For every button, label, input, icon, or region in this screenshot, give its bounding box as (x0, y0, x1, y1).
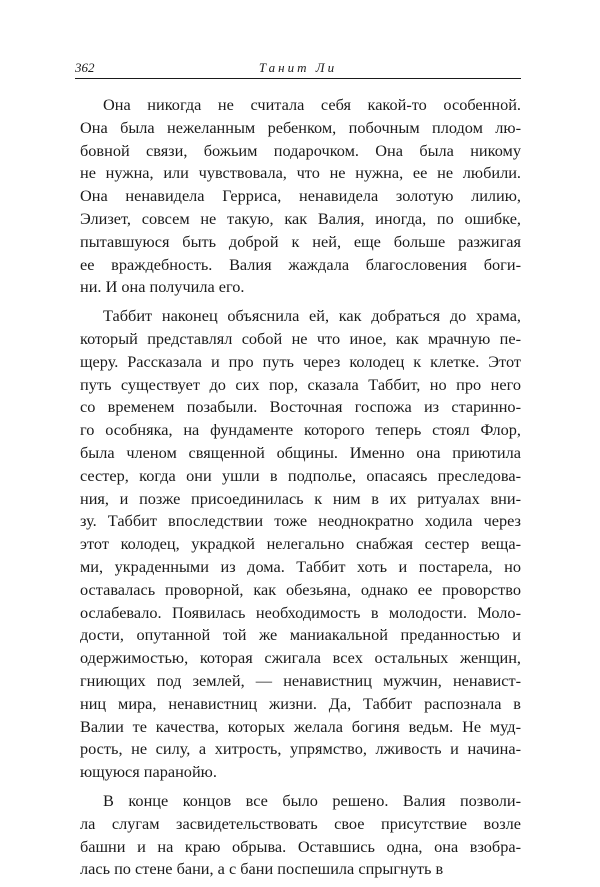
paragraph (80, 790, 521, 881)
text-line: Валии те качества, которых желала богиня ведьм. Не муд- (80, 716, 521, 736)
text-line: была членом священной общины. Именно она приютила (80, 442, 521, 462)
text-line: зу. Таббит впоследствии тоже неоднократно ходила через (80, 511, 521, 531)
text-line: оставалась проворной, как обезьяна, однако ее проворство (80, 579, 521, 599)
text-line: не нужна, или чувствовала, что не нужна, ее не любили. (80, 163, 521, 183)
text-line: ниц мира, ненавистниц жизни. Да, Таббит распознала в (80, 693, 521, 713)
text-line: ослабевало. Появилась необходимость в молодости. Моло- (80, 602, 521, 622)
text-line: одержимостью, которая сжигала всех остальных женщин, (80, 648, 521, 668)
text-line: гниющих под землей, — ненавистниц мужчин, ненавист- (80, 670, 521, 690)
running-head (75, 60, 521, 80)
text-line: ни. И она получила его. (80, 277, 245, 297)
text-line: Она была нежеланным ребенком, побочным плодом лю- (80, 117, 521, 137)
text-line: ла слугам засвидетельствовать свое присутствие возле (80, 813, 521, 833)
text-line: рость, не силу, а хитрость, упрямство, лживость и начина- (80, 739, 521, 759)
text-line: го особняка, на фундаменте которого теперь стоял Флор, (80, 420, 521, 440)
text-line: ющуюся паранойю. (80, 762, 217, 782)
text-line: дости, опутанной той же маниакальной преданностью и (80, 625, 521, 645)
text-line: Таббит наконец объяснила ей, как добраться до храма, (103, 306, 521, 326)
text-line: бовной связи, божьим подарочком. Она была никому (80, 140, 521, 160)
text-line: башни и на краю обрыва. Оставшись одна, она взобра- (80, 836, 521, 856)
header-rule (75, 78, 521, 79)
paragraph (80, 305, 521, 784)
text-line: лась по стене бани, а с бани поспешила спрыгнуть в (80, 859, 444, 879)
text-line: сестер, когда они ушли в подполье, опасаясь преследова- (80, 465, 521, 485)
running-title: Танит Ли (258, 60, 338, 75)
text-line: Она ненавидела Герриса, ненавидела золотую лилию, (80, 186, 521, 206)
text-line: ния, и позже присоединилась к ним в их ритуалах вни- (80, 488, 521, 508)
text-line: путь существует до сих пор, сказала Таббит, но про него (80, 374, 521, 394)
body-text (80, 94, 521, 887)
text-line: Она никогда не считала себя какой-то особенной. (103, 95, 521, 114)
text-line: со временем позабыли. Восточная госпожа из старинно- (80, 397, 521, 417)
text-line: В конце концов все было решено. Валия позволи- (103, 790, 521, 810)
text-line: ми, украденными из дома. Таббит хоть и постарела, но (80, 556, 521, 576)
text-line: который представлял собой не что иное, как мрачную пе- (80, 328, 521, 348)
paragraph (80, 94, 521, 299)
text-line: щеру. Рассказала и про путь через колодец к клетке. Этот (80, 351, 521, 371)
text-line: Элизет, совсем не такую, как Валия, иногда, по ошибке, (80, 208, 521, 228)
text-line: ее враждебность. Валия жаждала благословения боги- (80, 254, 521, 274)
text-line: пытавшуюся быть доброй к ней, еще больше разжигая (80, 231, 521, 251)
page-number: 362 (75, 60, 95, 75)
text-line: этот колодец, украдкой нелегально снабжая сестер веща- (80, 534, 521, 554)
